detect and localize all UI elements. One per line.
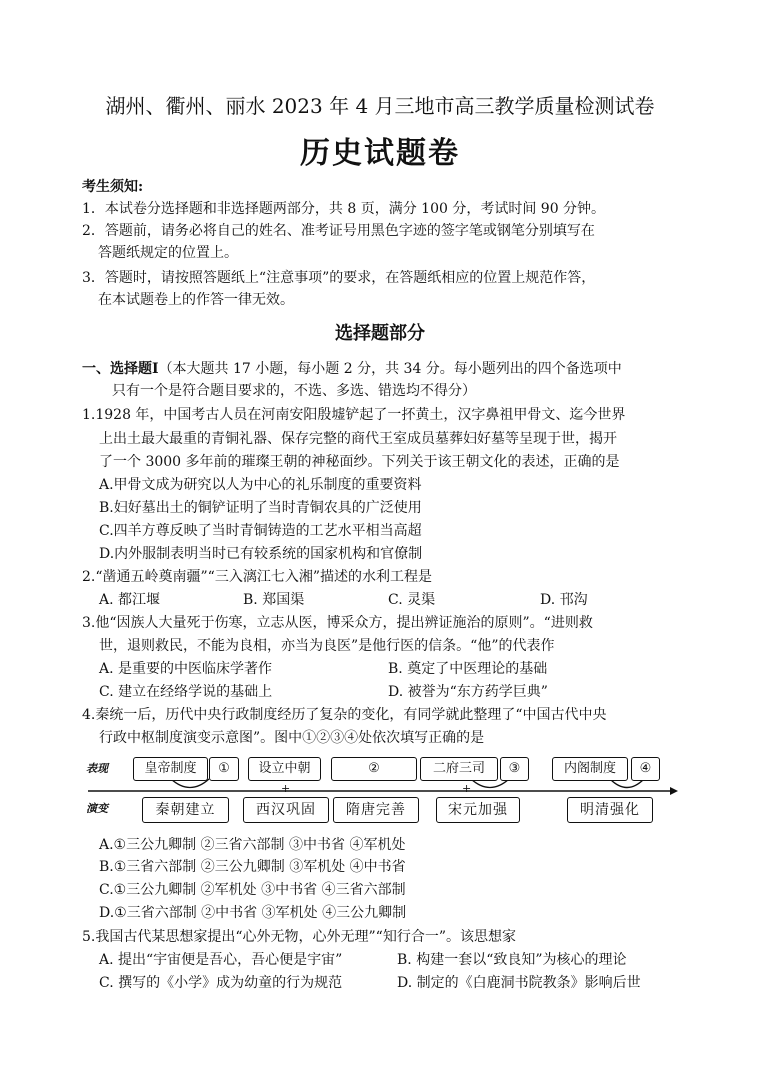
q5-option-c: C. 撰写的《小学》成为幼童的行为规范 xyxy=(99,975,343,991)
notice-item-2-cont: 答题纸规定的位置上。 xyxy=(98,245,238,261)
notice-item-3-cont: 在本试题卷上的作答一律无效。 xyxy=(98,292,294,308)
q3-stem-2: 世，退则救民，不能为良相，亦当为良医”是他行医的信条。“他”的代表作 xyxy=(99,638,555,654)
notice-item-2: 2．答题前，请务必将自己的姓名、准考证号用黑色字迹的签字笔或钢笔分别填写在 xyxy=(82,223,595,239)
q5-stem: 5.我国古代某思想家提出“心外无物，心外无理”“知行合一”。该思想家 xyxy=(82,929,516,945)
q2-option-a: A. 都江堰 xyxy=(99,592,161,608)
box-two-offices: 二府三司 xyxy=(420,757,498,781)
part-intro xyxy=(82,359,622,379)
plus-sign-1: + xyxy=(281,782,291,795)
box-grand-secretariat: 内阁制度 xyxy=(552,757,628,781)
q1-option-d: D.内外服制表明当时已有较系统的国家机构和官僚制 xyxy=(99,546,423,562)
stage-song-yuan: 宋元加强 xyxy=(436,797,520,823)
box-emperor-system: 皇帝制度 xyxy=(133,757,208,781)
stage-western-han: 西汉巩固 xyxy=(243,797,329,823)
q4-option-a: A.①三公九卿制 ②三省六部制 ③中书省 ④军机处 xyxy=(99,837,406,853)
notice-item-3: 3．答题时，请按照答题纸上“注意事项”的要求，在答题纸相应的位置上规范作答， xyxy=(82,270,596,286)
blank-box-1: ① xyxy=(209,757,239,781)
stage-qin: 秦朝建立 xyxy=(142,797,229,823)
section-title: 选择题部分 xyxy=(335,323,425,344)
connector-1 xyxy=(171,779,209,788)
q2-stem: 2.“凿通五岭奠南疆”“三入漓江七入湘”描述的水利工程是 xyxy=(82,569,432,585)
q2-option-b: B. 郑国渠 xyxy=(243,592,305,608)
stage-sui-tang: 隋唐完善 xyxy=(333,797,419,823)
stage-ming-qing: 明清强化 xyxy=(567,797,653,823)
q3-option-b: B. 奠定了中医理论的基础 xyxy=(388,661,548,677)
q1-stem-1: 1.1928 年，中国考古人员在河南安阳殷墟铲起了一抔黄土，汉字鼻祖甲骨文、迄今世界 xyxy=(82,407,626,423)
q3-stem-1: 3.他“因族人大量死于伤寒，立志从医，博采众方，提出辨证施治的原则”。“进则救 xyxy=(82,615,593,631)
q4-stem-2: 行政中枢制度演变示意图”。图中①②③④处依次填写正确的是 xyxy=(99,730,485,746)
notice-item-1: 1．本试卷分选择题和非选择题两部分，共 8 页，满分 100 分，考试时间 90 分钟。 xyxy=(82,201,606,217)
q4-option-b: B.①三省六部制 ②三公九卿制 ③军机处 ④中书省 xyxy=(99,859,406,875)
connector-4 xyxy=(610,779,644,788)
row-label-top: 表现 xyxy=(86,762,108,775)
subject-title: 历史试题卷 xyxy=(300,136,460,171)
q5-option-a: A. 提出“宇宙便是吾心，吾心便是宇宙” xyxy=(99,952,343,968)
q2-option-c: C. 灵渠 xyxy=(388,592,436,608)
box-inner-court: 设立中朝 xyxy=(248,757,321,781)
blank-box-3: ③ xyxy=(500,757,529,781)
connector-3 xyxy=(471,779,509,788)
q4-option-d: D.①三省六部制 ②中书省 ③军机处 ④三公九卿制 xyxy=(99,905,407,921)
q4-option-c: C.①三公九卿制 ②军机处 ③中书省 ④三省六部制 xyxy=(99,882,406,898)
part-desc-2: 只有一个是符合题目要求的，不选、多选、错选均不得分） xyxy=(112,383,476,399)
row-label-bottom: 演变 xyxy=(86,802,108,815)
notice-heading: 考生须知: xyxy=(82,179,144,195)
q3-option-c: C. 建立在经络学说的基础上 xyxy=(99,684,273,700)
q5-option-d: D. 制定的《白鹿洞书院教条》影响后世 xyxy=(397,975,641,991)
q1-option-b: B.妇好墓出土的铜铲证明了当时青铜农具的广泛使用 xyxy=(99,500,422,516)
part-label: 一、选择题Ⅰ xyxy=(82,361,159,377)
q2-option-d: D. 邗沟 xyxy=(540,592,588,608)
blank-box-4: ④ xyxy=(631,757,660,781)
q1-option-c: C.四羊方尊反映了当时青铜铸造的工艺水平相当高超 xyxy=(99,523,422,539)
exam-title: 湖州、衢州、丽水 2023 年 4 月三地市高三教学质量检测试卷 xyxy=(105,94,655,118)
q5-option-b: B. 构建一套以“致良知”为核心的理论 xyxy=(397,952,627,968)
q3-option-a: A. 是重要的中医临床学著作 xyxy=(99,661,273,677)
part-desc-1: （本大题共 17 小题，每小题 2 分，共 34 分。每小题列出的四个备选项中 xyxy=(158,361,622,377)
q1-option-a: A.甲骨文成为研究以人为中心的礼乐制度的重要资料 xyxy=(99,477,422,493)
timeline-arrow-head xyxy=(670,787,678,795)
q3-option-d: D. 被誉为“东方药学巨典” xyxy=(388,684,548,700)
plus-sign-2: + xyxy=(462,782,472,795)
q4-stem-1: 4.秦统一后，历代中央行政制度经历了复杂的变化，有同学就此整理了“中国古代中央 xyxy=(82,707,607,723)
q1-stem-3: 了一个 3000 多年前的璀璨王朝的神秘面纱。下列关于该王朝文化的表述，正确的是 xyxy=(99,454,620,470)
q1-stem-2: 上出土最大最重的青铜礼器、保存完整的商代王室成员墓葬妇好墓等呈现于世，揭开 xyxy=(99,431,617,447)
blank-box-2: ② xyxy=(331,757,417,781)
